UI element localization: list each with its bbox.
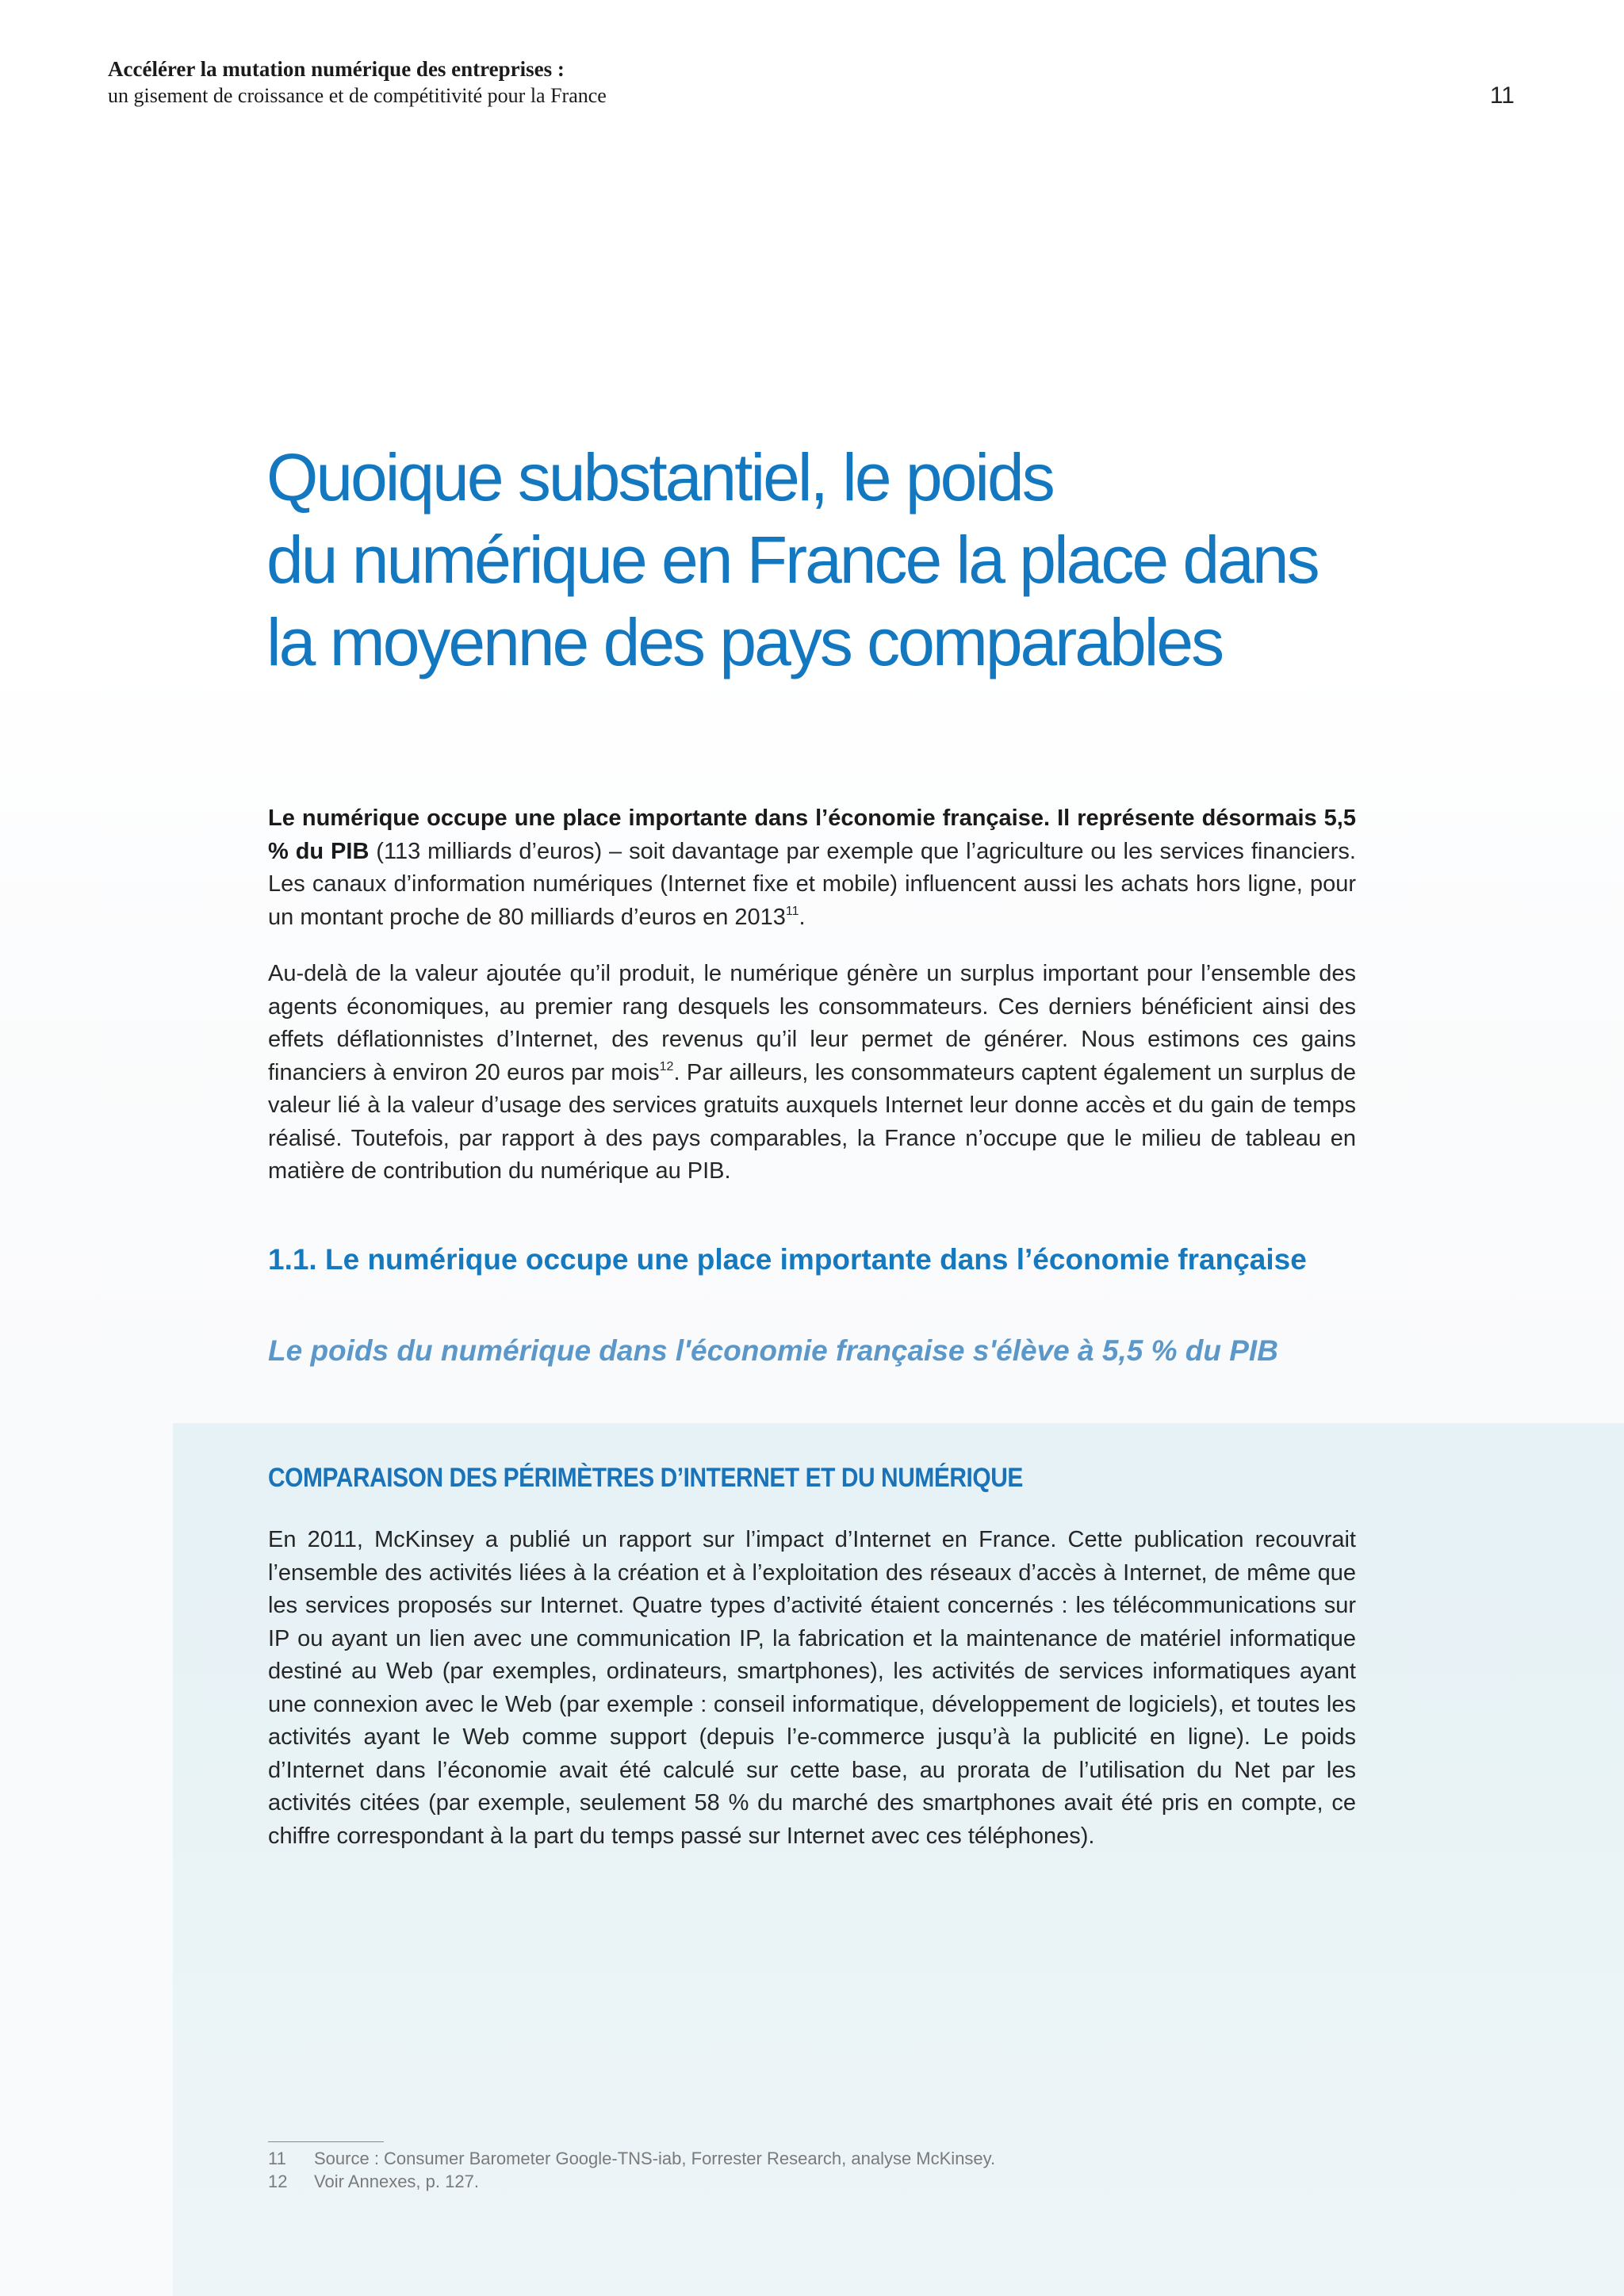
header-subtitle: un gisement de croissance et de compétitivité pour la France — [108, 84, 607, 107]
page-title — [266, 436, 1456, 683]
footnote-text: Voir Annexes, p. 127. — [314, 2172, 479, 2191]
box-text: En 2011, McKinsey a publié un rapport sur l’impact d’Internet en France. Cette publication recouvrait l’ensemble des activités liées à la création et à l’exploitation des réseaux d’accès à Internet, de même que les services proposés sur Internet. Quatre types d’activité étaient concernés : les télécommunications sur IP ou ayant un lien avec une communication IP, la fabrication et la maintenance de matériel informatique destiné au Web (par exemples, ordinateurs, smartphones), les activités de services informatiques ayant une connexion avec le Web (par exemple : conseil informatique, développement de logiciels), et toutes les activités ayant le Web comme support (depuis l’e-commerce jusqu’à la publicité en ligne). Le poids d’Internet dans l’économie avait été calculé sur cette base, au prorata de l’utilisation du Net par les activités citées (par exemple, seulement 58 % du marché des smartphones avait été pris en compte, ce chiffre correspondant à la part du temps passé sur Internet avec ces téléphones). — [268, 1527, 1356, 1849]
running-header — [108, 55, 1527, 109]
intro-text-end: . — [799, 904, 806, 930]
paragraph-text: . Par ailleurs, les consommateurs captent également un surplus de valeur lié à la valeur d’usage des services gratuits auxquels Internet leur donne accès et du gain de temps réalisé. Toutefois, par rapport à des pays comparables, la France n’occupe que le milieu de tableau en matière de contribution du numérique au PIB. — [268, 1059, 1356, 1184]
footnote-divider — [268, 2141, 384, 2142]
footnote-ref: 12 — [659, 1059, 674, 1073]
intro-text: (113 milliards d’euros) – soit davantage par exemple que l’agriculture ou les services financiers. Les canaux d’information numériques (Internet fixe et mobile) influencent aussi les achats hors ligne, pour un montant proche de 80 milliards d’euros en 2013 — [268, 838, 1356, 930]
footnote-text: Source : Consumer Barometer Google-TNS-iab, Forrester Research, analyse McKinsey. — [314, 2149, 996, 2168]
page-number: 11 — [1489, 82, 1515, 109]
section-subheading: Le poids du numérique dans l'économie française s'élève à 5,5 % du PIB — [268, 1334, 1278, 1367]
title-line: du numérique en France la place dans — [266, 522, 1318, 597]
paragraph-text: Au-delà de la valeur ajoutée qu’il produit, le numérique génère un surplus important pour l’ensemble des agents économiques, au premier rang desquels les consommateurs. Ces derniers bénéficient ainsi des effets déflationnistes d’Internet, des revenus qu’il leur permet de générer. Nous estimons ces gains financiers à environ 20 euros par mois — [268, 961, 1356, 1085]
intro-bold-lead: Le numérique occupe une place importante dans l’économie française. Il représente désormais 5,5 % du PIB — [268, 806, 1356, 864]
intro-paragraph-1 — [268, 802, 1356, 934]
box-title: COMPARAISON DES PÉRIMÈTRES D’INTERNET ET DU NUMÉRIQUE — [268, 1463, 1023, 1493]
header-title: Accélérer la mutation numérique des entreprises : — [108, 57, 565, 81]
footnote — [268, 2170, 995, 2193]
title-line: Quoique substantiel, le poids — [266, 440, 1053, 515]
footnote-number: 11 — [268, 2149, 286, 2168]
footnote-number: 12 — [268, 2172, 288, 2191]
footnote — [268, 2147, 995, 2170]
footnote-ref: 11 — [785, 904, 799, 918]
intro-paragraph-2 — [268, 958, 1356, 1188]
title-line: la moyenne des pays comparables — [266, 605, 1223, 679]
section-heading: 1.1. Le numérique occupe une place importante dans l’économie française — [268, 1243, 1307, 1276]
footnotes — [268, 2147, 995, 2193]
